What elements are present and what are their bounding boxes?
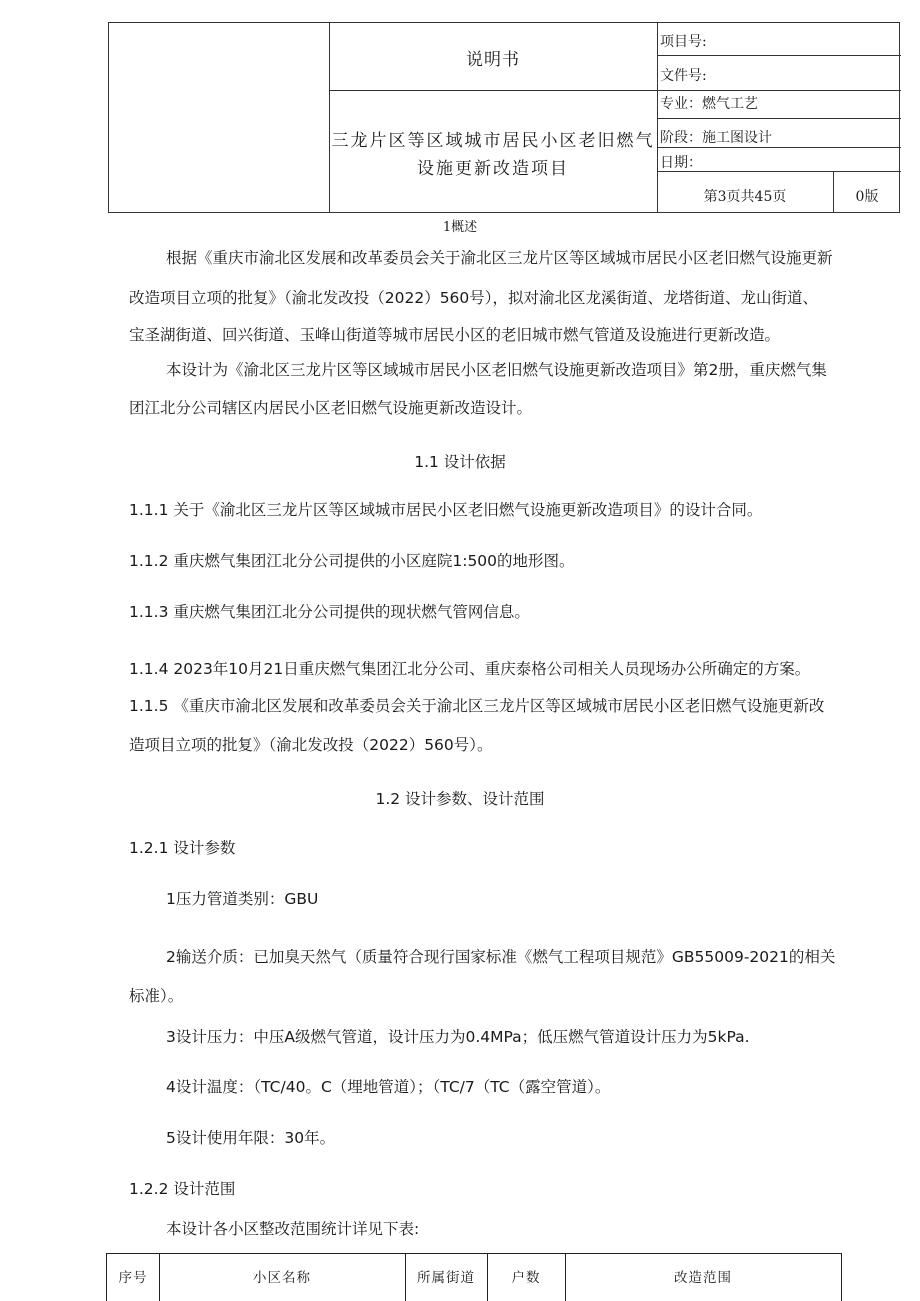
specialty: 专业：燃气工艺 <box>660 96 758 112</box>
project-title: 三龙片区等区域城市居民小区老旧燃气设施更新改造项目 <box>331 131 655 179</box>
project-no-label: 项目号: <box>660 34 707 50</box>
parameter: 3设计压力：中压A级燃气管道，设计压力为0.4MPa；低压燃气管道设计压力为5kPa. <box>166 1028 750 1046</box>
paragraph-line: 团江北分公司辖区内居民小区老旧燃气设施更新改造设计。 <box>129 399 533 417</box>
section-heading: 1.2 设计参数、设计范围 <box>375 790 545 808</box>
col-header: 所属街道 <box>417 1270 475 1286</box>
parameter: 4设计温度：（TC/40。C（埋地管道）；（TC/7（TC（露空管道）。 <box>166 1078 611 1096</box>
paragraph-line: 改造项目立项的批复》（渝北发改投（2022）560号），拟对渝北区龙溪街道、龙塔街道、龙山街道、 <box>129 289 819 307</box>
stage: 阶段：施工图设计 <box>660 130 772 146</box>
parameter: 2输送介质：已加臭天然气（质量符合现行国家标准《燃气工程项目规范》GB55009-2021的相关 <box>166 948 836 966</box>
table-intro: 本设计各小区整改范围统计详见下表: <box>166 1220 420 1238</box>
col-header: 序号 <box>118 1270 148 1286</box>
basis-item: 1.1.1 关于《渝北区三龙片区等区域城市居民小区老旧燃气设施更新改造项目》的设计合同。 <box>129 501 763 519</box>
section-heading: 1.1 设计依据 <box>414 453 506 471</box>
col-header: 改造范围 <box>674 1270 732 1286</box>
scope-table <box>106 1253 842 1301</box>
title-block <box>108 22 900 213</box>
parameter: 5设计使用年限：30年。 <box>166 1129 336 1147</box>
divider <box>657 90 901 91</box>
page-info: 第3页共45页 <box>703 189 787 205</box>
basis-item: 造项目立项的批复》（渝北发改投（2022）560号）。 <box>129 736 493 754</box>
divider <box>657 55 901 56</box>
paragraph-line: 宝圣湖街道、回兴街道、玉峰山街道等城市居民小区的老旧城市燃气管道及设施进行更新改造。 <box>129 326 781 344</box>
col-header: 小区名称 <box>253 1270 311 1286</box>
divider <box>657 147 901 148</box>
paragraph-line: 根据《重庆市渝北区发展和改革委员会关于渝北区三龙片区等区域城市居民小区老旧燃气设施更新 <box>166 249 833 267</box>
parameter: 标准）。 <box>129 987 184 1005</box>
file-no-label: 文件号: <box>660 68 707 84</box>
basis-item: 1.1.3 重庆燃气集团江北分公司提供的现状燃气管网信息。 <box>129 603 530 621</box>
section-caption: 1概述 <box>442 220 478 235</box>
sub-heading: 1.2.2 设计范围 <box>129 1180 236 1198</box>
paragraph-line: 本设计为《渝北区三龙片区等区域城市居民小区老旧燃气设施更新改造项目》第2册，重庆燃气集 <box>166 361 827 379</box>
divider <box>329 90 657 91</box>
basis-item: 1.1.2 重庆燃气集团江北分公司提供的小区庭院1:500的地形图。 <box>129 552 575 570</box>
basis-item: 1.1.4 2023年10月21日重庆燃气集团江北分公司、重庆泰格公司相关人员现场办公所确定的方案。 <box>129 660 811 678</box>
basis-item: 1.1.5 《重庆市渝北区发展和改革委员会关于渝北区三龙片区等区域城市居民小区老旧燃气设施更新改 <box>129 697 825 715</box>
version: 0版 <box>855 189 879 205</box>
sub-heading: 1.2.1 设计参数 <box>129 839 236 857</box>
parameter: 1压力管道类别：GBU <box>166 890 319 908</box>
doc-type: 说明书 <box>466 50 520 70</box>
col-header: 户数 <box>511 1270 541 1286</box>
divider <box>657 118 901 119</box>
date-label: 日期： <box>660 155 702 171</box>
